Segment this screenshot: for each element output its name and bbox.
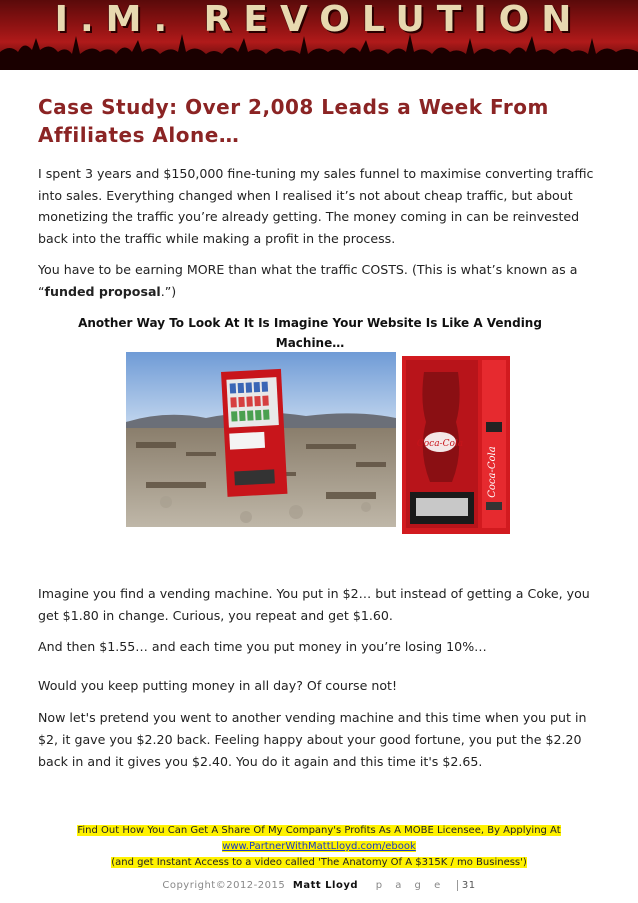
footer-line-2 [40,839,598,855]
footer-line-3 [40,855,598,871]
vending-machine-subheading: Another Way To Look At It Is Imagine Your Website Is Like A Vending Machine… [78,316,542,350]
paragraph-vending-losing: Imagine you find a vending machine. You put in $2… but instead of getting a Coke, you get $1.80 in change. Curious, you repeat and get $1.60. [38,586,590,623]
heading-line-1: Case Study: Over 2,008 Leads a Week From [38,95,549,119]
author-name: Matt Lloyd [292,880,359,891]
footer-callout [40,823,598,871]
page-number: 31 [457,880,476,891]
footer-line-1 [40,823,598,839]
footer-ebook-link[interactable]: www.PartnerWithMattLloyd.com/ebook [222,841,416,852]
page-label: p a g e [375,880,446,891]
funded-proposal-bold: funded proposal [44,283,161,299]
paragraph-funded-proposal [38,259,598,302]
p2-text-end: .”) [160,283,177,299]
paragraph-sales-funnel: I spent 3 years and $150,000 fine-tuning my sales funnel to maximise converting traffic into sales. Everything changed when I realised it’s not about cheap traffic, but about monetizing the traffic you’re already getting. The money coming in can be reinvested back into the traffic while making a profit in the process. [38,166,594,246]
banner-title: I.M. REVOLUTION [54,0,584,40]
coca-cola-side-logo-text: Coca-Cola [487,446,498,498]
footer-line-1-text: Find Out How You Can Get A Share Of My Company's Profits As A MOBE Licensee, By Applying At [77,825,561,836]
footer-line-3-text: (and get Instant Access to a video called 'The Anatomy Of A $315K / mo Business') [111,857,527,868]
copyright-text: Copyright©2012-2015 [162,880,286,891]
header-banner [0,0,638,70]
paragraph-rhetorical-question: Would you keep putting money in all day? Of course not! [38,678,398,693]
p2-text-start: You have to be earning MORE than what the traffic COSTS. (This is what’s known as a “ [38,262,578,299]
case-study-heading [38,93,598,149]
coca-cola-logo-text: Coca-Cola [416,439,464,449]
heading-line-2: Affiliates Alone… [38,123,240,147]
page-footer-line [0,880,638,891]
rubble-vending-machine-photo [126,352,396,527]
paragraph-losing-ten-percent: And then $1.55… and each time you put money in you’re losing 10%… [38,639,487,654]
paragraph-vending-gaining: Now let's pretend you went to another vending machine and this time when you put in $2, it gave you $2.20 back. Feeling happy about your good fortune, you put the $2.20 back in and it gives you $2.40. You do it again and this time it's $2.65. [38,710,587,769]
coca-cola-vending-machine-photo [400,352,516,537]
